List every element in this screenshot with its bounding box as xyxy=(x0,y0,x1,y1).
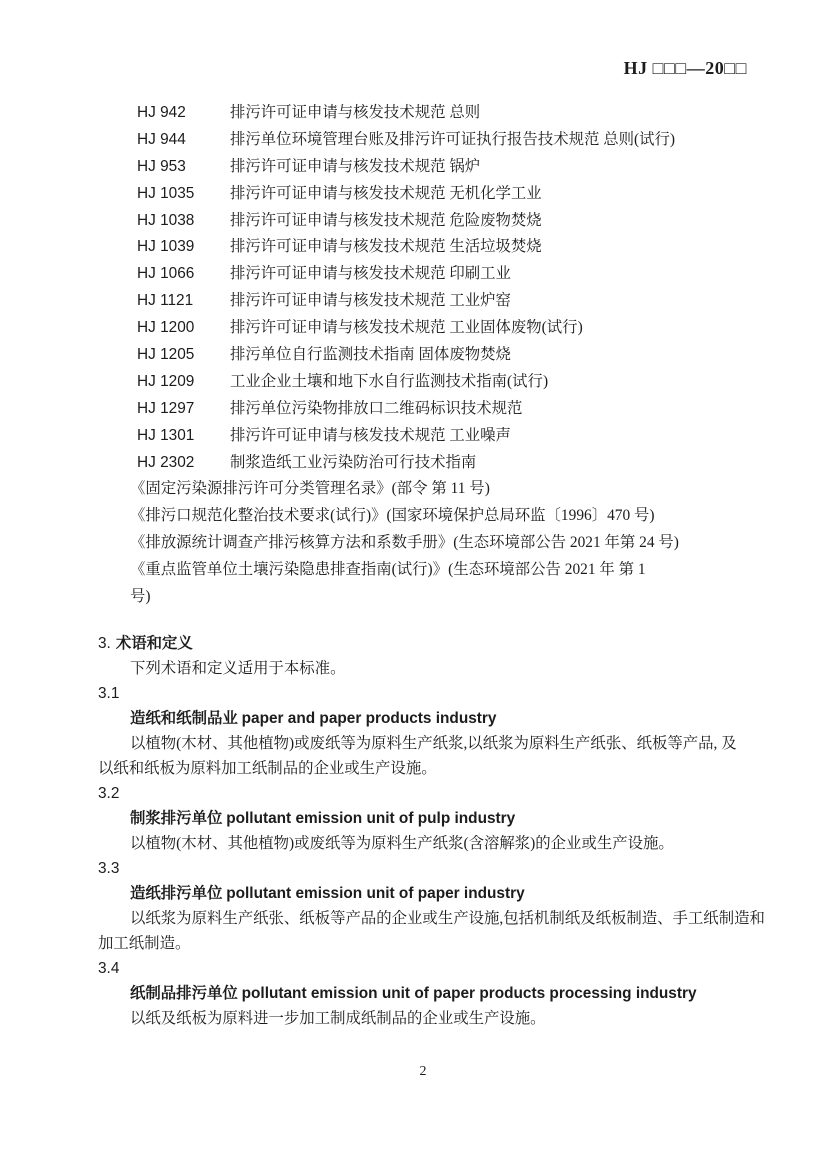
standard-code: HJ 1200 xyxy=(137,319,195,337)
term-definition-line: 加工纸制造。 xyxy=(98,934,191,952)
standard-item xyxy=(98,369,748,396)
standard-code: HJ 1038 xyxy=(137,211,195,229)
standard-title: 排污许可证申请与核发技术规范 印刷工业 xyxy=(230,265,511,283)
standard-code: HJ 1039 xyxy=(137,238,195,256)
standard-code: HJ 944 xyxy=(137,130,186,148)
standard-title: 排污许可证申请与核发技术规范 总则 xyxy=(230,104,481,121)
standard-title: 排污单位环境管理台账及排污许可证执行报告技术规范 总则(试行) xyxy=(230,130,676,148)
term-number: 3.1 xyxy=(98,684,120,702)
standard-title: 排污许可证申请与核发技术规范 工业噪声 xyxy=(230,426,511,444)
term-definition-line: 以纸和纸板为原料加工纸制品的企业或生产设施。 xyxy=(98,759,437,777)
standards-list xyxy=(98,100,748,476)
standard-code: HJ 1209 xyxy=(137,372,195,390)
standard-code: HJ 1301 xyxy=(137,426,195,444)
term-heading xyxy=(98,706,748,731)
standard-title: 排污许可证申请与核发技术规范 锅炉 xyxy=(230,157,481,175)
standard-code: HJ 2302 xyxy=(137,453,195,471)
standard-title: 排污许可证申请与核发技术规范 生活垃圾焚烧 xyxy=(230,238,542,256)
standard-code: HJ 953 xyxy=(137,157,186,175)
standard-item xyxy=(98,181,748,208)
standard-title: 排污单位自行监测技术指南 固体废物焚烧 xyxy=(230,346,511,364)
reference-line: 《固定污染源排污许可分类管理名录》(部令 第 11 号) xyxy=(130,480,490,498)
references-list xyxy=(98,476,748,610)
page-content xyxy=(98,100,765,1031)
standard-title: 工业企业土壤和地下水自行监测技术指南(试行) xyxy=(230,372,549,390)
doc-number: HJ □□□—20□□ xyxy=(623,58,747,78)
standard-title: 排污单位污染物排放口二维码标识技术规范 xyxy=(230,399,523,417)
term-number: 3.2 xyxy=(98,784,120,802)
terms-list xyxy=(98,681,765,1031)
term-number: 3.3 xyxy=(98,859,120,877)
term-definition-line: 以纸浆为原料生产纸张、纸板等产品的企业或生产设施,包括机制纸及纸板制造、手工纸制造和 xyxy=(130,909,765,927)
standard-item xyxy=(98,315,748,342)
term-heading xyxy=(98,806,748,831)
standard-item xyxy=(98,261,748,288)
term-definition-line: 以纸及纸板为原料进一步加工制成纸制品的企业或生产设施。 xyxy=(130,1009,546,1027)
reference-line: 号) xyxy=(130,588,151,606)
term-definition-line: 以植物(木材、其他植物)或废纸等为原料生产纸浆,以纸浆为原料生产纸张、纸板等产品, 及 xyxy=(130,734,737,752)
reference-line: 《排污口规范化整治技术要求(试行)》(国家环境保护总局环监〔1996〕470 号) xyxy=(130,507,655,525)
term-en: paper and paper products industry xyxy=(241,709,497,727)
term-en: pollutant emission unit of paper industry xyxy=(226,884,525,902)
standard-item xyxy=(98,100,748,127)
term-zh: 纸制品排污单位 xyxy=(130,984,238,1002)
standard-title: 排污许可证申请与核发技术规范 工业炉窑 xyxy=(230,292,511,310)
term-heading xyxy=(98,881,748,906)
standard-title: 制浆造纸工业污染防治可行技术指南 xyxy=(230,453,477,471)
standard-item xyxy=(98,423,748,450)
reference-line: 《重点监管单位土壤污染隐患排查指南(试行)》(生态环境部公告 2021 年 第 1 xyxy=(130,561,646,579)
standard-item xyxy=(98,234,748,261)
section-number: 3. xyxy=(98,634,111,652)
term-heading xyxy=(98,981,748,1006)
section-title: 术语和定义 xyxy=(115,634,193,652)
standard-title: 排污许可证申请与核发技术规范 危险废物焚烧 xyxy=(230,211,542,229)
standard-title: 排污许可证申请与核发技术规范 无机化学工业 xyxy=(230,184,542,202)
standard-item xyxy=(98,127,748,154)
standard-item xyxy=(98,450,748,477)
term-en: pollutant emission unit of paper products processing industry xyxy=(241,984,697,1002)
section-heading xyxy=(98,631,748,656)
standard-code: HJ 1035 xyxy=(137,184,195,202)
term-definition-line: 以植物(木材、其他植物)或废纸等为原料生产纸浆(含溶解浆)的企业或生产设施。 xyxy=(130,834,674,852)
term-zh: 制浆排污单位 xyxy=(130,809,223,827)
standard-title: 排污许可证申请与核发技术规范 工业固体废物(试行) xyxy=(230,319,583,337)
term-zh: 造纸和纸制品业 xyxy=(130,709,238,727)
term-en: pollutant emission unit of pulp industry xyxy=(226,809,516,827)
standard-item xyxy=(98,288,748,315)
standard-code: HJ 1066 xyxy=(137,265,195,283)
standard-code: HJ 942 xyxy=(137,104,186,121)
standard-item xyxy=(98,342,748,369)
standard-code: HJ 1121 xyxy=(137,292,194,310)
standard-item xyxy=(98,208,748,235)
standard-item xyxy=(98,154,748,181)
page-number: 2 xyxy=(419,1064,427,1079)
standard-item xyxy=(98,396,748,423)
standard-code: HJ 1297 xyxy=(137,399,195,417)
reference-line: 《排放源统计调查产排污核算方法和系数手册》(生态环境部公告 2021 年第 24 号) xyxy=(130,534,679,552)
term-zh: 造纸排污单位 xyxy=(130,884,223,902)
section-intro: 下列术语和定义适用于本标准。 xyxy=(130,659,346,677)
term-number: 3.4 xyxy=(98,959,120,977)
standard-code: HJ 1205 xyxy=(137,346,195,364)
